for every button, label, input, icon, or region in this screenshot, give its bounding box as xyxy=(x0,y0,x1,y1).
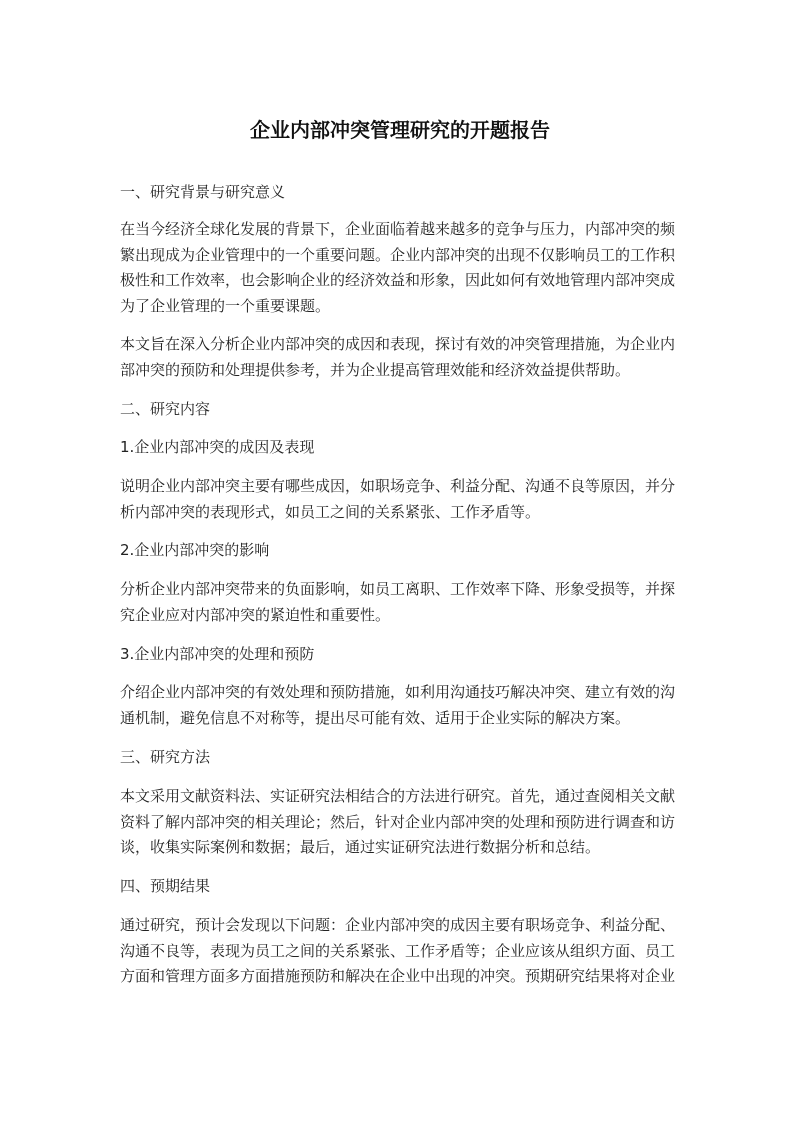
text-line: 二、研究内容 xyxy=(120,400,211,418)
text-line: 分析企业内部冲突带来的负面影响，如员工离职、工作效率下降、形象受损等，并探 xyxy=(120,580,676,598)
text-line: 2.企业内部冲突的影响 xyxy=(120,541,270,559)
text-line: 3.企业内部冲突的处理和预防 xyxy=(120,645,315,663)
section-heading xyxy=(120,874,700,900)
document-title: 企业内部冲突管理研究的开题报告 xyxy=(250,118,550,142)
text-line: 通过研究，预计会发现以下问题：企业内部冲突的成因主要有职场竞争、利益分配、 xyxy=(120,916,676,934)
paragraph xyxy=(120,784,700,861)
subsection-heading xyxy=(120,435,700,461)
text-line: 方面和管理方面多方面措施预防和解决在企业中出现的冲突。预期研究结果将对企业 xyxy=(120,967,676,986)
paragraph xyxy=(120,474,700,525)
text-line: 1.企业内部冲突的成因及表现 xyxy=(120,438,315,456)
paragraph xyxy=(120,680,700,731)
text-line: 资料了解内部冲突的相关理论；然后，针对企业内部冲突的处理和预防进行调查和访 xyxy=(120,812,676,831)
text-line: 沟通不良等，表现为员工之间的关系紧张、工作矛盾等；企业应该从组织方面、员工 xyxy=(120,941,676,960)
text-line: 繁出现成为企业管理中的一个重要问题。企业内部冲突的出现不仅影响员工的工作积 xyxy=(120,245,676,264)
text-line: 四、预期结果 xyxy=(120,877,211,895)
text-line: 三、研究方法 xyxy=(120,748,211,766)
text-line: 说明企业内部冲突主要有哪些成因，如职场竞争、利益分配、沟通不良等原因，并分 xyxy=(120,477,676,495)
section-heading xyxy=(120,397,700,423)
text-line: 本文旨在深入分析企业内部冲突的成因和表现，探讨有效的冲突管理措施，为企业内 xyxy=(120,335,676,353)
subsection-heading xyxy=(120,642,700,668)
section-heading xyxy=(120,180,700,206)
subsection-heading xyxy=(120,538,700,564)
text-line: 为了企业管理的一个重要课题。 xyxy=(120,297,331,316)
text-line: 极性和工作效率，也会影响企业的经济效益和形象，因此如何有效地管理内部冲突成 xyxy=(120,271,676,290)
paragraph xyxy=(120,913,700,990)
text-line: 一、研究背景与研究意义 xyxy=(120,183,286,201)
paragraph xyxy=(120,217,700,320)
paragraph xyxy=(120,332,700,383)
text-line: 部冲突的预防和处理提供参考，并为企业提高管理效能和经济效益提供帮助。 xyxy=(120,360,631,379)
text-line: 介绍企业内部冲突的有效处理和预防措施，如利用沟通技巧解决冲突、建立有效的沟 xyxy=(120,683,676,701)
paragraph xyxy=(120,577,700,628)
text-line: 在当今经济全球化发展的背景下，企业面临着越来越多的竞争与压力，内部冲突的频 xyxy=(120,220,676,238)
text-line: 本文采用文献资料法、实证研究法相结合的方法进行研究。首先，通过查阅相关文献 xyxy=(120,787,676,805)
text-line: 通机制，避免信息不对称等，提出尽可能有效、适用于企业实际的解决方案。 xyxy=(120,708,631,727)
text-line: 究企业应对内部冲突的紧迫性和重要性。 xyxy=(120,605,391,624)
section-heading xyxy=(120,745,700,771)
text-line: 谈，收集实际案例和数据；最后，通过实证研究法进行数据分析和总结。 xyxy=(120,838,601,857)
text-line: 析内部冲突的表现形式，如员工之间的关系紧张、工作矛盾等。 xyxy=(120,502,541,521)
